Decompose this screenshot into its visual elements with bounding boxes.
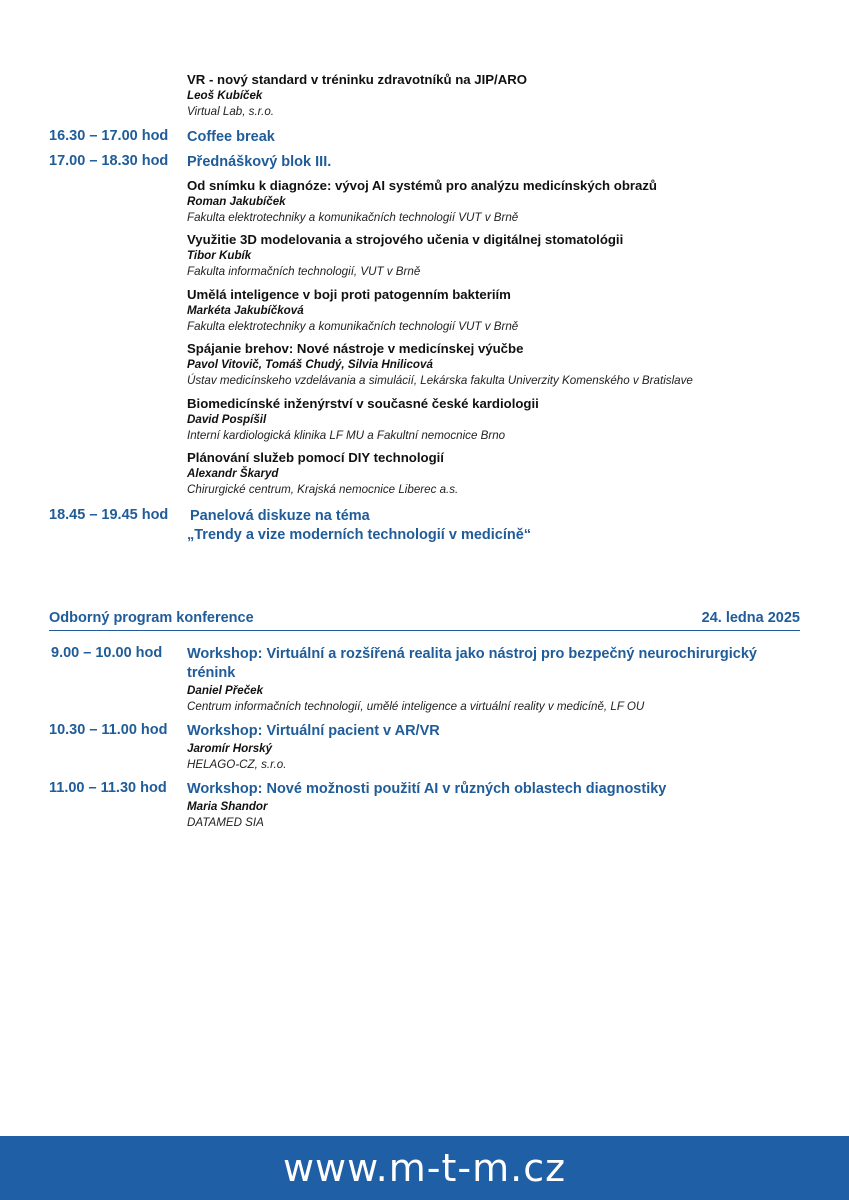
talk-title: VR - nový standard v tréninku zdravotníků na JIP/ARO — [187, 72, 528, 87]
section-title: Odborný program konference — [49, 610, 254, 626]
coffee-break-time: 16.30 – 17.00 hod — [49, 128, 169, 144]
talk-item — [187, 177, 827, 226]
block3-time: 17.00 – 18.30 hod — [49, 153, 169, 169]
workshop-time: 9.00 – 10.00 hod — [51, 645, 163, 661]
talk-item — [187, 231, 827, 280]
panel-time: 18.45 – 19.45 hod — [49, 507, 169, 523]
workshop-block — [187, 645, 807, 715]
panel-line2: „Trendy a vize moderních technologií v medicíně“ — [187, 527, 532, 543]
talk-title: Plánování služeb pomocí DIY technologií — [187, 450, 444, 465]
talk-title: Spájanie brehov: Nové nástroje v medicínskej výučbe — [187, 341, 524, 356]
workshop-affiliation: Centrum informačních technologií, umělé inteligence a virtuální reality v medicíně, LF OU — [187, 700, 645, 713]
workshop-block — [187, 722, 807, 773]
talk-item — [187, 286, 827, 335]
talk-speaker: Tibor Kubík — [187, 249, 252, 262]
talk-title: Od snímku k diagnóze: vývoj AI systémů pro analýzu medicínských obrazů — [187, 178, 657, 193]
workshop-affiliation: DATAMED SIA — [187, 816, 264, 829]
talk-affiliation: Chirurgické centrum, Krajská nemocnice Liberec a.s. — [187, 483, 459, 496]
workshop-affiliation: HELAGO-CZ, s.r.o. — [187, 758, 287, 771]
talk-speaker: Roman Jakubíček — [187, 195, 286, 208]
talk-title: Biomedicínské inženýrství v současné české kardiologii — [187, 396, 539, 411]
talk-affiliation: Ústav medicínskeho vzdelávania a simulácií, Lekárska fakulta Univerzity Komenského v Bratislave — [187, 374, 693, 387]
talk-speaker: Alexandr Škaryd — [187, 467, 279, 480]
talk-affiliation: Virtual Lab, s.r.o. — [187, 105, 274, 118]
footer-bar — [0, 1136, 849, 1200]
workshop-time: 11.00 – 11.30 hod — [49, 780, 167, 796]
talk-title: Využitie 3D modelovania a strojového učenia v digitálnej stomatológii — [187, 232, 624, 247]
talk-item — [187, 395, 827, 444]
panel-block — [187, 507, 807, 545]
talk-speaker: Pavol Vitovič, Tomáš Chudý, Silvia Hnilicová — [187, 358, 433, 371]
workshop-speaker: Jaromír Horský — [187, 742, 273, 755]
talk-affiliation: Fakulta elektrotechniky a komunikačních technologií VUT v Brně — [187, 211, 519, 224]
workshop-speaker: Daniel Přeček — [187, 684, 264, 697]
talk-speaker: Leoš Kubíček — [187, 89, 263, 102]
workshop-title: Workshop: Virtuální pacient v AR/VR — [187, 723, 440, 739]
workshop-time: 10.30 – 11.00 hod — [49, 722, 168, 738]
block3-label: Přednáškový blok III. — [187, 154, 332, 170]
workshop-title: Workshop: Nové možnosti použití AI v různých oblastech diagnostiky — [187, 781, 667, 797]
section-header — [49, 610, 800, 631]
talk-item — [187, 340, 827, 389]
workshop-title: Workshop: Virtuální a rozšířená realita jako nástroj pro bezpečný neurochirurgický trénink — [187, 646, 757, 681]
talk-speaker: David Pospíšil — [187, 413, 267, 426]
talk-speaker: Markéta Jakubíčková — [187, 304, 304, 317]
talk-title: Umělá inteligence v boji proti patogenním bakteriím — [187, 287, 511, 302]
coffee-break-label: Coffee break — [187, 129, 275, 145]
talk-affiliation: Fakulta elektrotechniky a komunikačních technologií VUT v Brně — [187, 320, 519, 333]
panel-line1: Panelová diskuze na téma — [190, 508, 370, 524]
talk-affiliation: Fakulta informačních technologií, VUT v Brně — [187, 265, 421, 278]
workshop-speaker: Maria Shandor — [187, 800, 268, 813]
section-date: 24. ledna 2025 — [701, 610, 800, 626]
talk-affiliation: Interní kardiologická klinika LF MU a Fakultní nemocnice Brno — [187, 429, 506, 442]
talk-item — [187, 449, 827, 498]
talk-vr-standard — [187, 71, 827, 120]
workshop-block — [187, 780, 807, 831]
footer-url[interactable]: www.m-t-m.cz — [282, 1146, 567, 1190]
